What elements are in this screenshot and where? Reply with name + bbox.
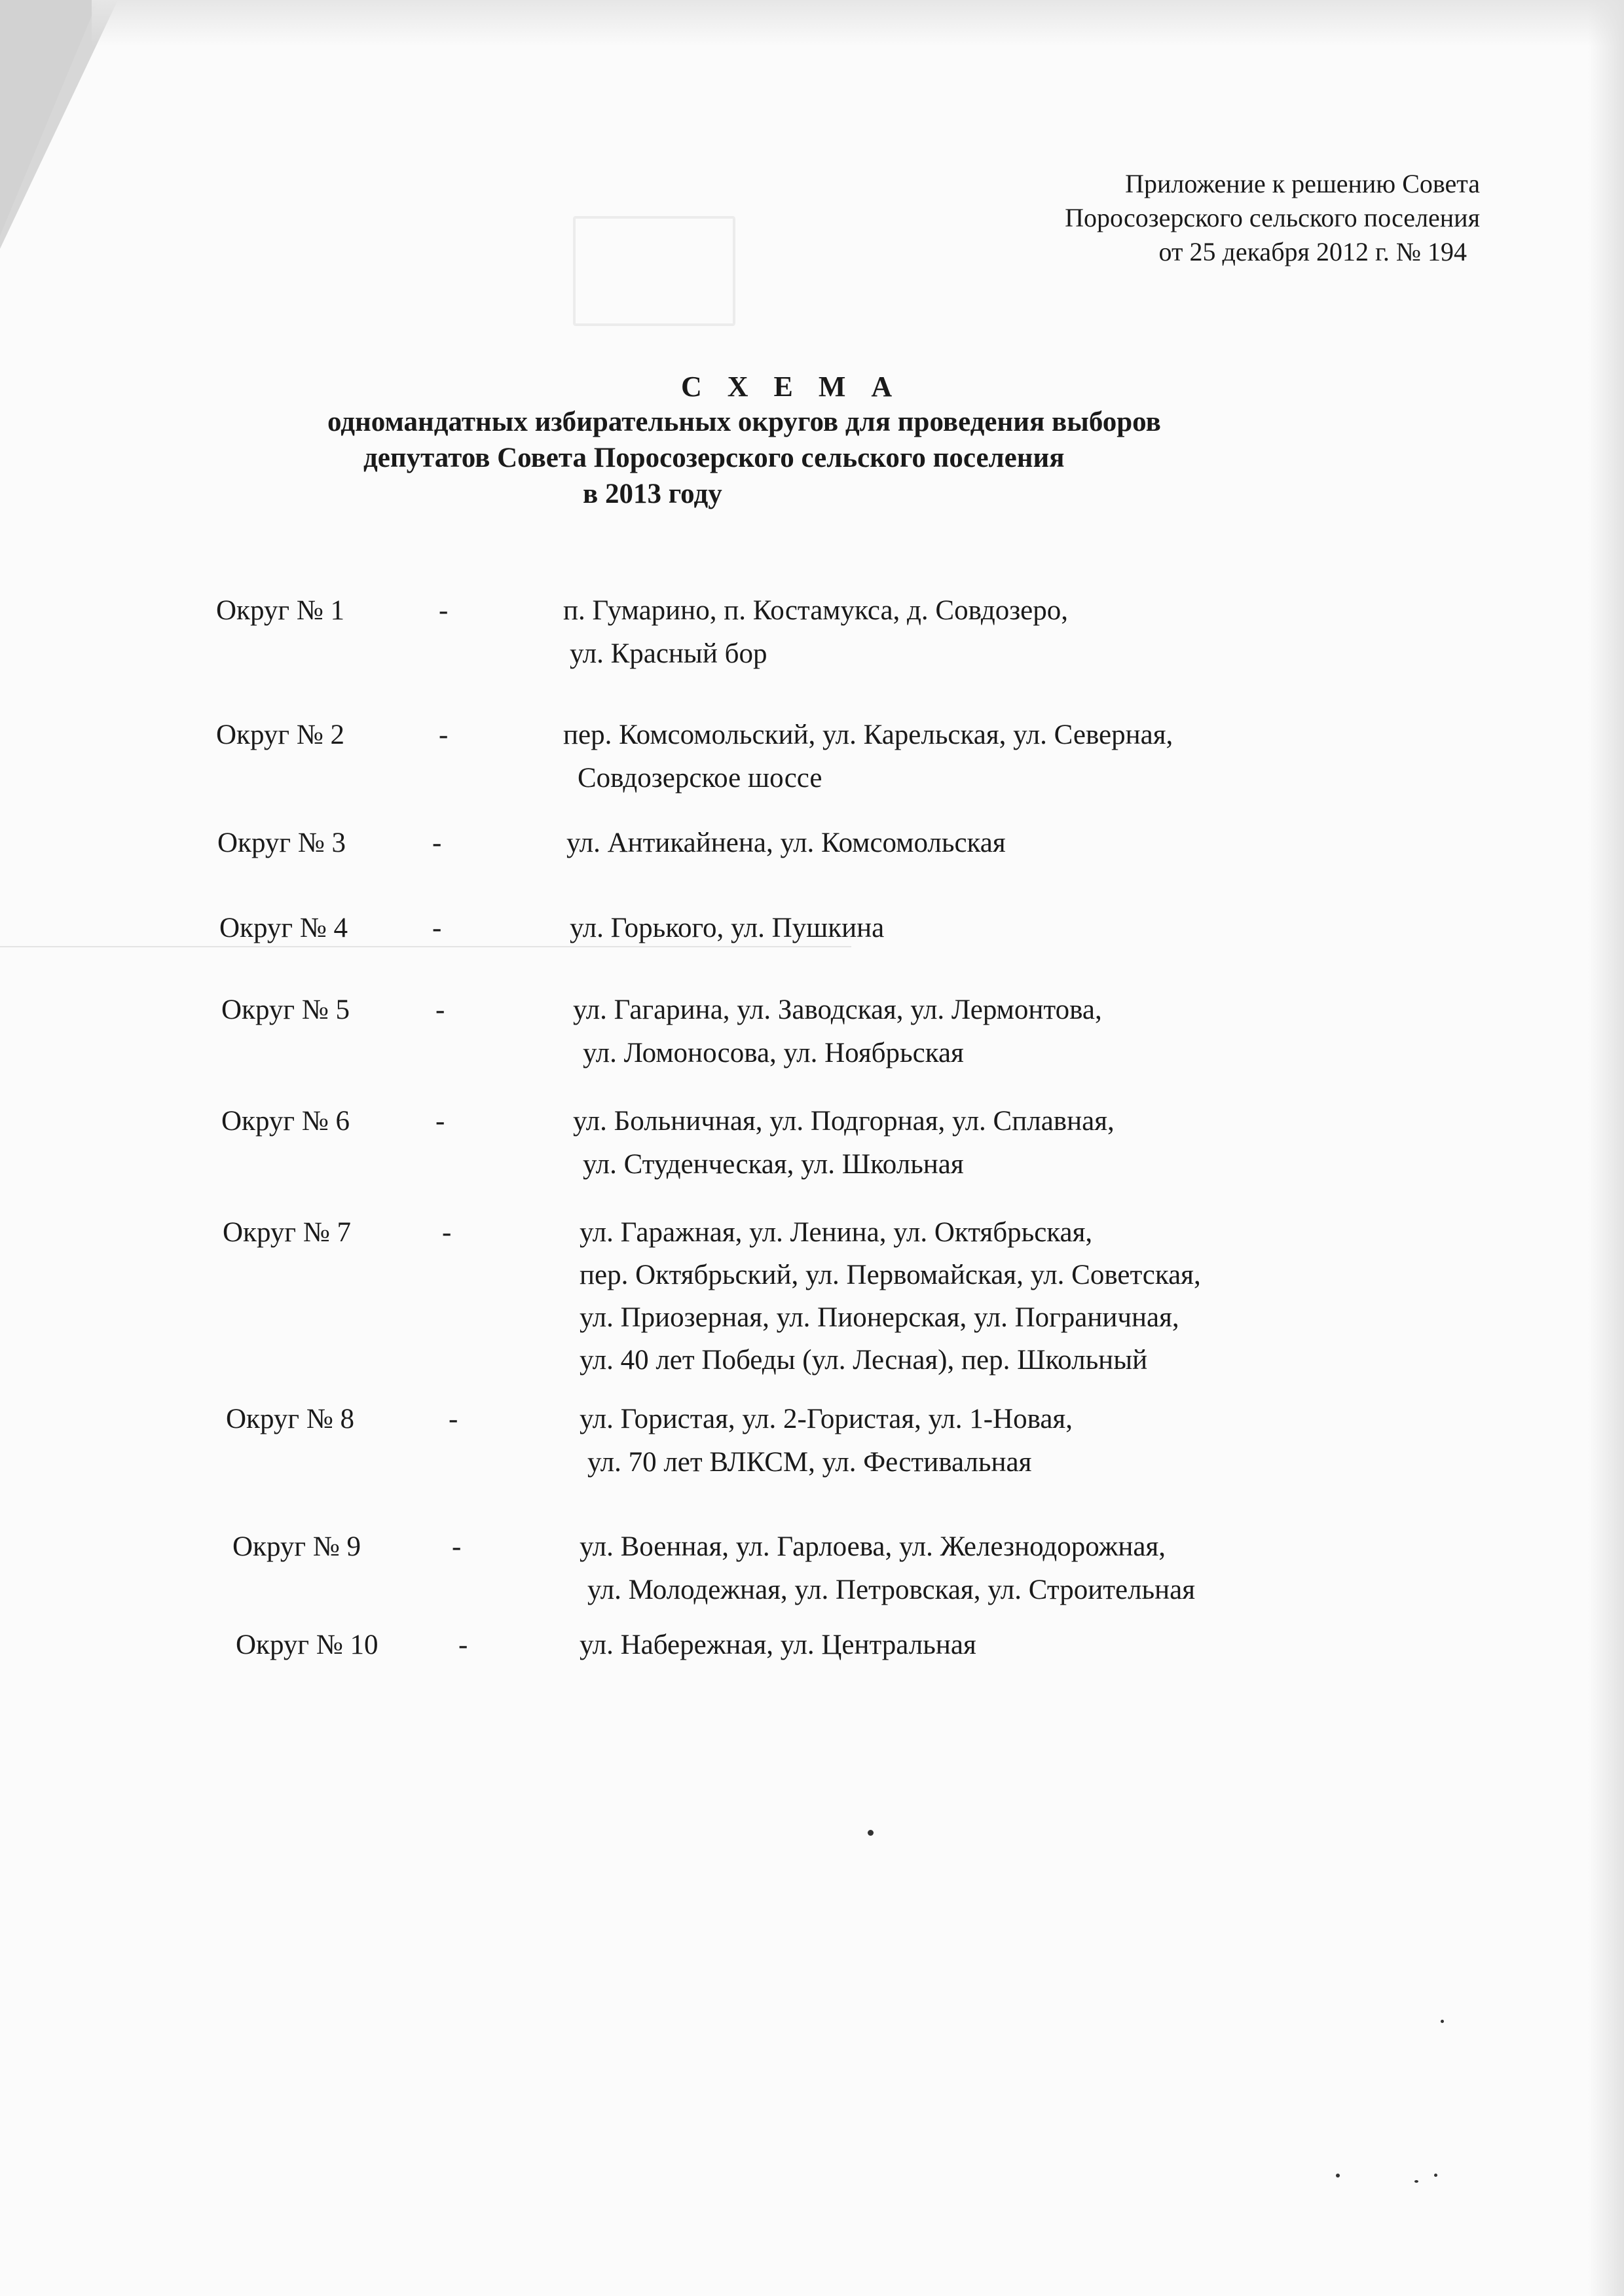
district-name: Округ № 2 (216, 720, 345, 750)
streets-line: ул. 70 лет ВЛКСМ, ул. Фестивальная (587, 1447, 1032, 1478)
streets-line: ул. Гагарина, ул. Заводская, ул. Лермонтова, (573, 994, 1102, 1025)
title-line-3: в 2013 году (583, 479, 722, 509)
streets-line: ул. Больничная, ул. Подгорная, ул. Сплавная, (573, 1106, 1115, 1137)
district-streets (580, 1398, 1073, 1484)
streets-line: ул. Набережная, ул. Центральная (580, 1630, 976, 1660)
scan-speck (1441, 2020, 1444, 2023)
streets-line: пер. Октябрьский, ул. Первомайская, ул. Советская, (580, 1260, 1201, 1290)
district-streets (580, 1624, 976, 1667)
district-streets (563, 714, 1173, 800)
district-name: Округ № 3 (217, 828, 346, 858)
streets-line: ул. Студенческая, ул. Школьная (583, 1149, 964, 1180)
district-dash: - (439, 720, 449, 750)
appendix-line-1: Приложение к решению Совета (1125, 169, 1480, 198)
district-streets (570, 907, 884, 950)
district-dash: - (435, 994, 445, 1025)
scan-speck (1414, 2180, 1418, 2183)
scan-speck (1336, 2174, 1340, 2178)
streets-line: п. Гумарино, п. Костамукса, д. Совдозеро, (563, 595, 1069, 626)
streets-line: ул. Горького, ул. Пушкина (570, 913, 885, 943)
district-name: Округ № 10 (236, 1630, 378, 1660)
scan-speck (1434, 2174, 1437, 2177)
district-name: Округ № 7 (223, 1217, 352, 1248)
streets-line: ул. Приозерная, ул. Пионерская, ул. Пограничная, (580, 1302, 1179, 1333)
district-dash: - (458, 1630, 468, 1660)
district-name: Округ № 9 (232, 1531, 361, 1562)
district-dash: - (435, 1106, 445, 1137)
appendix-note (1065, 167, 1480, 269)
district-streets (563, 589, 1068, 676)
appendix-line-3: от 25 декабря 2012 г. № 194 (1158, 237, 1467, 266)
streets-line: ул. Ломоносова, ул. Ноябрьская (583, 1038, 964, 1068)
district-streets (566, 822, 1006, 865)
streets-line: ул. Военная, ул. Гарлоева, ул. Железнодорожная, (580, 1531, 1166, 1562)
streets-line: ул. 40 лет Победы (ул. Лесная), пер. Школьный (580, 1345, 1148, 1376)
district-streets (580, 1525, 1195, 1612)
streets-line: ул. Гористая, ул. 2-Гористая, ул. 1-Новая, (580, 1404, 1073, 1434)
district-dash: - (442, 1217, 452, 1248)
streets-line: ул. Антикайнена, ул. Комсомольская (566, 828, 1006, 858)
title-line-1: одномандатных избирательных округов для проведения выборов (327, 407, 1161, 437)
district-streets (573, 1100, 1115, 1186)
district-name: Округ № 4 (219, 913, 348, 943)
district-name: Округ № 1 (216, 595, 345, 626)
district-dash: - (449, 1404, 458, 1434)
district-name: Округ № 8 (226, 1404, 355, 1434)
appendix-line-2: Поросозерского сельского поселения (1065, 203, 1480, 232)
title-line-2: депутатов Совета Поросозерского сельского поселения (363, 443, 1065, 473)
district-name: Округ № 6 (221, 1106, 350, 1137)
district-dash: - (452, 1531, 462, 1562)
district-dash: - (439, 595, 449, 626)
streets-line: Совдозерское шоссе (578, 763, 822, 793)
district-dash: - (432, 913, 442, 943)
streets-line: ул. Молодежная, ул. Петровская, ул. Строительная (587, 1575, 1196, 1605)
district-name: Округ № 5 (221, 994, 350, 1025)
scan-top-shadow (92, 0, 1624, 46)
title-heading: С Х Е М А (681, 371, 902, 403)
scan-right-shadow (1588, 0, 1624, 2296)
streets-line: ул. Красный бор (570, 638, 767, 669)
district-dash: - (432, 828, 442, 858)
bleed-through-emblem (573, 216, 735, 326)
scan-speck (868, 1830, 874, 1836)
streets-line: пер. Комсомольский, ул. Карельская, ул. Северная, (563, 720, 1173, 750)
district-streets (573, 989, 1102, 1075)
district-streets (580, 1211, 1201, 1381)
scan-corner-edge (0, 0, 98, 236)
streets-line: ул. Гаражная, ул. Ленина, ул. Октябрьская, (580, 1217, 1093, 1248)
